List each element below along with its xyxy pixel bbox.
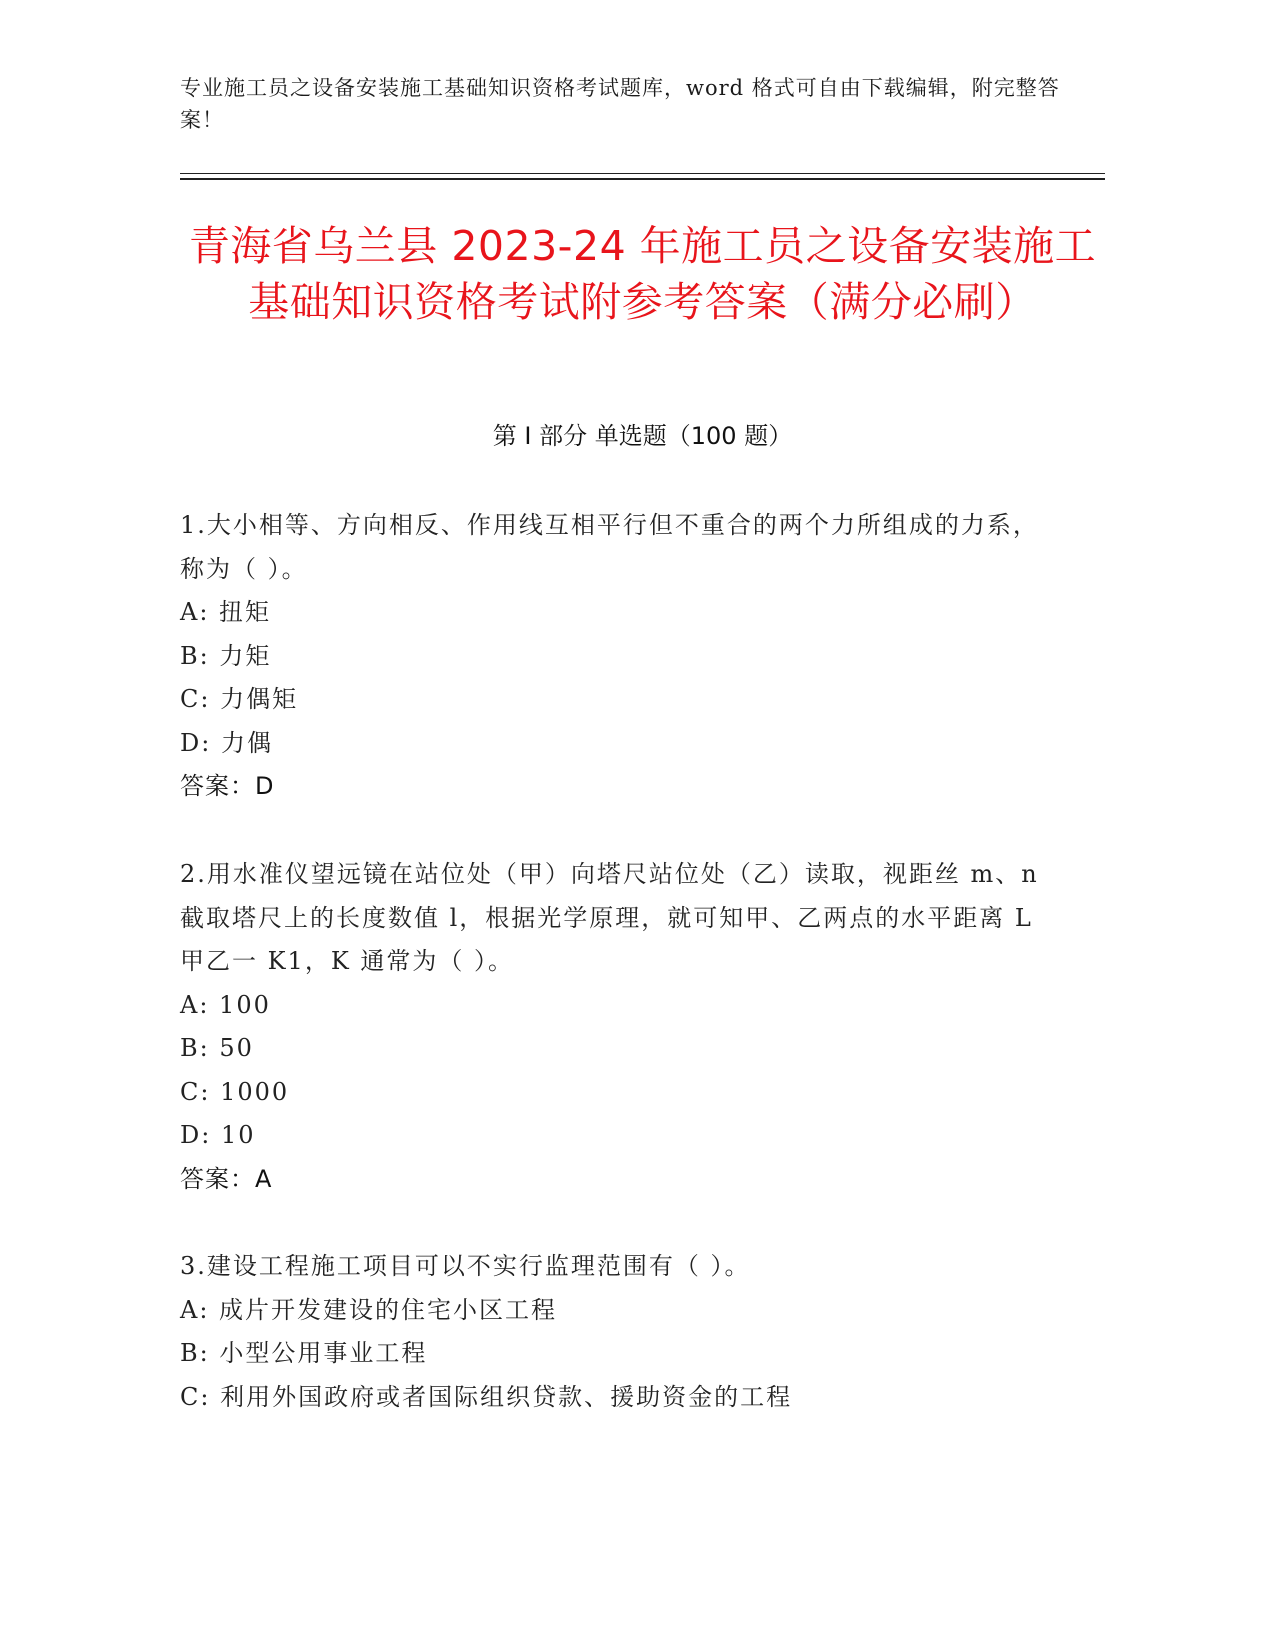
question-stem: 3.建设工程施工项目可以不实行监理范围有（ ）。: [180, 1252, 751, 1280]
option-a: A: 扭矩: [180, 598, 272, 626]
option-b: B: 小型公用事业工程: [180, 1339, 428, 1367]
header-note: 专业施工员之设备安装施工基础知识资格考试题库，word 格式可自由下载编辑，附完整答案！: [180, 76, 1060, 132]
option-a: A: 100: [180, 990, 271, 1019]
question-item: [180, 1245, 1060, 1419]
question-item: [180, 853, 1060, 1201]
option-a: A: 成片开发建设的住宅小区工程: [180, 1295, 558, 1324]
option-d: D: 力偶: [180, 728, 273, 757]
option-b: B: 50: [180, 1034, 254, 1062]
question-stem: 2.用水准仪望远镜在站位处（甲）向塔尺站位处（乙）读取，视距丝 m、n 截取塔尺上的长度数值 l，根据光学原理，就可知甲、乙两点的水平距离 L 甲乙一 K1，K 通常为（ ）。: [180, 860, 1039, 975]
question-stem: 1.大小相等、方向相反、作用线互相平行但不重合的两个力所组成的力系，称为（ ）。: [180, 511, 1039, 583]
option-c: C: 力偶矩: [180, 685, 299, 713]
option-c: C: 1000: [180, 1077, 290, 1106]
question-item: [180, 504, 1060, 809]
answer: 答案：D: [180, 772, 275, 800]
option-d: D: 10: [180, 1121, 256, 1149]
option-b: B: 力矩: [180, 641, 272, 670]
option-c: C: 利用外国政府或者国际组织贷款、援助资金的工程: [180, 1382, 793, 1411]
header-divider-thin: [180, 173, 1105, 174]
document-title: 青海省乌兰县 2023-24 年施工员之设备安装施工基础知识资格考试附参考答案（满分必刷）: [188, 222, 1097, 326]
answer: 答案：A: [180, 1164, 273, 1193]
section-heading: 第 I 部分 单选题（100 题）: [492, 422, 793, 450]
header-divider-thick: [180, 178, 1105, 180]
